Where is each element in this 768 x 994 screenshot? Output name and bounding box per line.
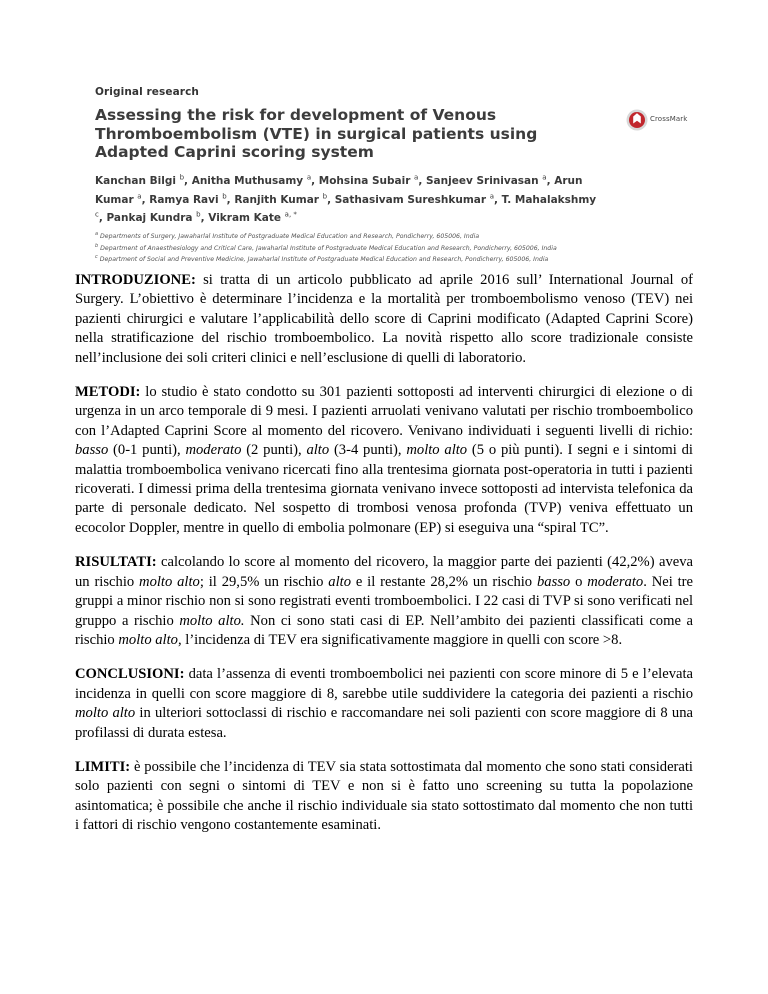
article-title: Assessing the risk for development of Venous Thromboembolism (VTE) in surgical patients using Adapted Caprini scoring system (95, 106, 538, 161)
crossmark-label: CrossMark (650, 115, 688, 123)
summary-body (75, 271, 693, 851)
limits-heading: LIMITI: (75, 758, 131, 775)
author: T. Mahalakshmy $^c$, (95, 193, 597, 224)
crossmark-icon (626, 108, 648, 132)
author: Mohsina Subair $^a$, (318, 173, 426, 187)
affiliation: $^b$ Department of Anaesthesiology and Critical Care, Jawaharlal Institute of Postgraduate Medical Education and Research, Pondicherry, 605006, India (95, 242, 557, 252)
crossmark-badge[interactable] (626, 108, 706, 132)
limits-paragraph: LIMITI: è possibile che l’incidenza di TEV sia stata sottostimata dal momento che sono stati considerati solo pazienti con segni o sintomi di TEV e non si è fatto uno screening su tutta la popolazione asintomatica; è possibile che anche il rischio individuale sia stato sottostimato dal momento che non tutti i fattori di rischio vengono costantemente esaminati. (75, 758, 693, 834)
conclusions-heading: CONCLUSIONI: (75, 666, 185, 683)
affiliation: $^c$ Department of Social and Preventive Medicine, Jawaharlal Institute of Postgraduate Medical Education and Research, Pondicherry, 605006, India (95, 254, 549, 264)
author-list (95, 171, 600, 227)
author: Anitha Muthusamy $^a$, (191, 173, 319, 187)
author: Sathasivam Sureshkumar $^a$, (334, 192, 502, 206)
author: Ramya Ravi $^b$, (149, 192, 235, 206)
intro-heading: INTRODUZIONE: (75, 272, 196, 288)
affiliations (95, 230, 605, 265)
intro-paragraph: INTRODUZIONE: si tratta di un articolo pubblicato ad aprile 2016 sull’ International Journal of Surgery. L’obiettivo è determinare l’incidenza e la mortalità per tromboembolismo venoso (TEV) nei pazienti chirurgici e valutare l’applicabilità dello score di Caprini modificato (Adapted Caprini Score) nella stratificazione del rischio tromboembolico. La novità rispetto allo score tradizionale consiste nell’inclusione dei soli criteri clinici e nell’esclusione di quelli di laboratorio. (75, 272, 693, 366)
methods-heading: METODI: (75, 384, 141, 401)
affiliation: $^a$ Departments of Surgery, Jawaharlal Institute of Postgraduate Medical Education and Research, Pondicherry, 605006, India (95, 231, 480, 241)
conclusions-paragraph: CONCLUSIONI: data l’assenza di eventi tromboembolici nei pazienti con score minore di 5 e l’elevata incidenza in quelli con score maggiore di 8, sarebbe utile suddividere la categoria dei pazienti a rischio molto alto in ulteriori sottoclassi di rischio e raccomandare nei soli pazienti con score maggiore di 8 una profilassi di durata estesa. (75, 666, 694, 741)
author: Kanchan Bilgi $^b$, (95, 173, 192, 187)
author: Sanjeev Srinivasan $^a$, (426, 173, 555, 187)
author: Vikram Kate $^{a, *}$ (208, 210, 297, 224)
author: Arun Kumar $^a$, (95, 175, 583, 206)
results-paragraph: RISULTATI: calcolando lo score al momento del ricovero, la maggior parte dei pazienti (42,2%) aveva un rischio molto alto; il 29,5% un rischio alto e il restante 28,2% un rischio basso o moderato. Nei tre gruppi a minor rischio non si sono registrati eventi tromboembolici. I 22 casi di TVP si sono verificati nel gruppo a rischio molto alto. Non ci sono stati casi di EP. Nell’ambito dei pazienti classificati come a rischio molto alto, l’incidenza di TEV era significativamente maggiore in quelli con score >8. (75, 554, 694, 648)
author: Pankaj Kundra $^b$, (106, 210, 209, 224)
results-heading: RISULTATI: (75, 554, 157, 571)
article-kicker: Original research (95, 86, 199, 98)
author: Ranjith Kumar $^b$, (234, 192, 335, 206)
article-header (95, 86, 605, 264)
methods-paragraph: METODI: lo studio è stato condotto su 301 pazienti sottoposti ad interventi chirurgici di elezione o di urgenza in un arco temporale di 9 mesi. I pazienti arruolati venivano valutati per rischio tromboembolico con l’Adapted Caprini Score al momento del ricovero. Venivano individuati i seguenti livelli di richio: basso (0-1 punti), moderato (2 punti), alto (3-4 punti), molto alto (5 o più punti). I segni e i sintomi di malattia tromboembolica venivano ricercati fino alla trentesima giornata post-operatoria in tutti i pazienti ricoverati. I dimessi prima della trentesima giornata venivano invece sottoposti ad intervista telefonica da parte di personale dedicato. Nel sospetto di trombosi venosa profonda (TVP) veniva effettuato un ecocolor Doppler, mentre in quello di embolia polmonare (EP) si eseguiva una “spiral TC”. (75, 384, 693, 536)
